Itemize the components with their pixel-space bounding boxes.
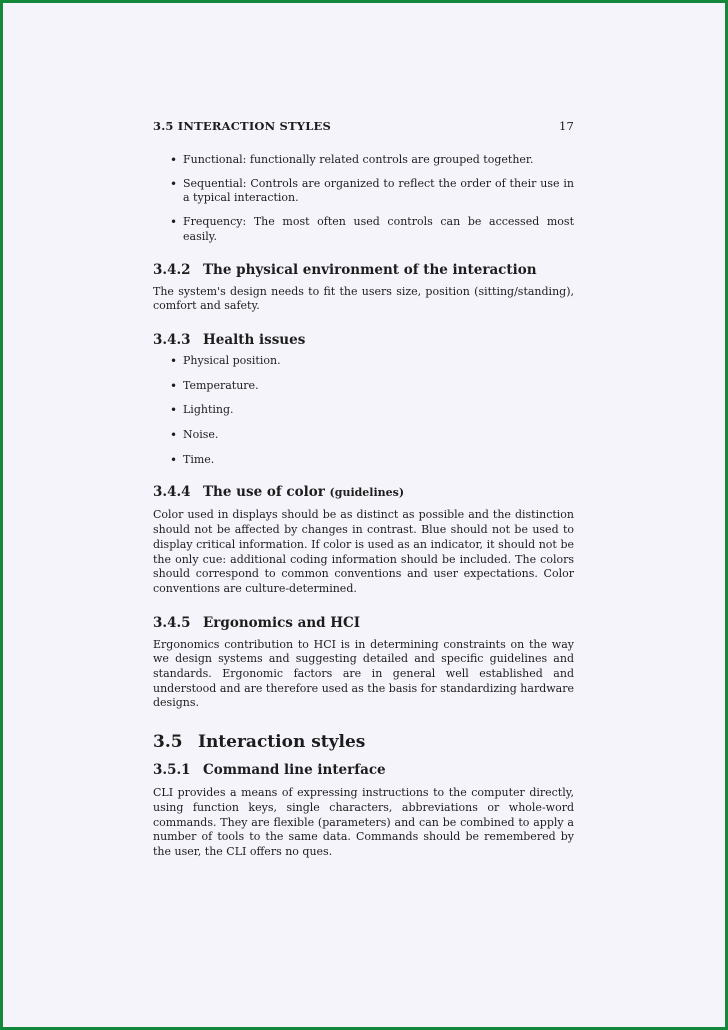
section-title-aside: (guidelines) bbox=[329, 486, 405, 500]
paragraph: Ergonomics contribution to HCI is in determining constraints on the way we design systems and suggesting detailed and specific guidelines and standards. Ergonomic factors are in general well established and understood and are therefore used as the basis for standardizing hardware designs. bbox=[153, 637, 574, 710]
section-heading-3-4-5 bbox=[153, 614, 574, 632]
section-title: The physical environment of the interaction bbox=[203, 261, 537, 278]
section-title: Ergonomics and HCI bbox=[203, 614, 361, 631]
list-item: • Lighting. bbox=[153, 403, 574, 418]
list-item: • Physical position. bbox=[153, 354, 574, 369]
list-item: • Functional: functionally related controls are grouped together. bbox=[153, 153, 574, 168]
section-heading-3-5-1 bbox=[153, 761, 574, 779]
list-item: • Temperature. bbox=[153, 379, 574, 394]
section-number: 3.4.5 bbox=[153, 614, 191, 631]
section-number: 3.5.1 bbox=[153, 762, 191, 779]
page-number: 17 bbox=[558, 119, 574, 133]
section-number: 3.4.3 bbox=[153, 331, 191, 348]
section-title: Interaction styles bbox=[198, 732, 366, 753]
list-item: • Time. bbox=[153, 453, 574, 468]
paragraph: The system's design needs to fit the users size, position (sitting/standing), comfort and safety. bbox=[153, 284, 574, 313]
section-number: 3.5 bbox=[153, 732, 183, 753]
section-title: The use of color bbox=[203, 484, 325, 501]
document-page bbox=[153, 119, 574, 860]
section-title: Health issues bbox=[203, 331, 306, 348]
section-heading-3-4-3 bbox=[153, 331, 574, 349]
health-issues-list bbox=[153, 354, 574, 468]
section-heading-3-5 bbox=[153, 731, 574, 753]
section-number: 3.4.4 bbox=[153, 484, 191, 501]
running-header bbox=[153, 119, 574, 139]
list-item: • Frequency: The most often used controls can be accessed most easily. bbox=[153, 215, 574, 244]
paragraph: Color used in displays should be as distinct as possible and the distinction should not be affected by changes in contrast. Blue should not be used to display critical information. If color is used as an indicator, it should not be the only cue: additional coding information should be included. The colors should correspond to common conventions and user expectations. Color conventions are culture-determined. bbox=[153, 508, 574, 595]
list-item: • Noise. bbox=[153, 428, 574, 443]
section-number: 3.4.2 bbox=[153, 261, 191, 278]
control-grouping-list bbox=[153, 153, 574, 245]
section-heading-3-4-2 bbox=[153, 261, 574, 279]
running-header-section: 3.5 INTERACTION STYLES bbox=[153, 119, 331, 133]
section-title: Command line interface bbox=[203, 762, 386, 779]
list-item: • Sequential: Controls are organized to reflect the order of their use in a typical interaction. bbox=[153, 177, 574, 206]
section-heading-3-4-4 bbox=[153, 483, 574, 502]
paragraph: CLI provides a means of expressing instructions to the computer directly, using function keys, single characters, abbreviations or whole-word commands. They are flexible (parameters) and can be combined to apply a number of tools to the same data. Commands should be remembered by the user, the CLI offers no ques. bbox=[153, 786, 574, 858]
